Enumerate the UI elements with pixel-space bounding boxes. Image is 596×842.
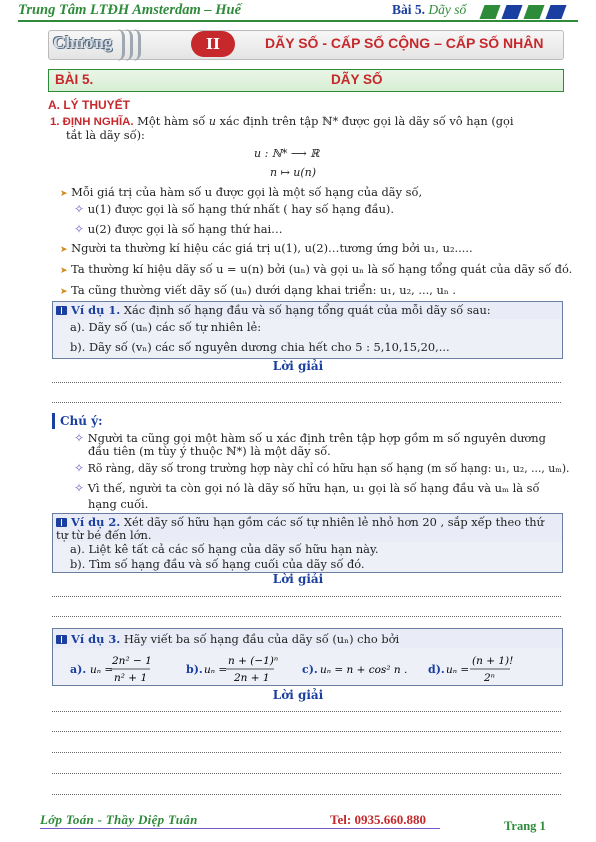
chapter-arc-2 — [125, 29, 133, 61]
answer-line — [52, 773, 561, 774]
diamond-icon: ✧ — [74, 202, 85, 216]
note-line-1 — [74, 431, 546, 445]
chapter-word: Chương — [53, 33, 113, 52]
bullet-3-text: Ta thường kí hiệu dãy số u = u(n) bởi (uₙ) và gọi uₙ là số hạng tổng quát của dãy số đó. — [71, 262, 573, 276]
theory-heading: A. LÝ THUYẾT — [48, 98, 131, 112]
footer-divider — [40, 828, 440, 829]
answer-line — [52, 752, 561, 753]
solution-label-1: Lời giải — [272, 359, 324, 373]
definition-text-4: tắt là dãy số): — [66, 128, 145, 142]
diamond-icon: ✧ — [74, 461, 85, 475]
formula-a-label: a). — [70, 663, 87, 676]
answer-line — [52, 731, 561, 732]
footer-tel: Tel: 0935.660.880 — [330, 812, 426, 827]
formula-a-num: 2n² − 1 — [112, 655, 152, 667]
book-icon — [56, 635, 67, 644]
example-3-title — [56, 632, 399, 646]
answer-line — [52, 596, 561, 597]
diamond-icon: ✧ — [74, 222, 85, 236]
map-line-1: u : ℕ* ⟶ ℝ — [254, 147, 320, 160]
example-1-title — [56, 303, 491, 317]
formula-d-lhs: uₙ = — [446, 664, 470, 676]
note-marker — [52, 413, 55, 429]
definition-text-3: được gọi là dãy số vô hạn (gọi — [341, 114, 514, 128]
formula-b-lhs: uₙ = — [204, 664, 228, 676]
map-line-2: n ↦ u(n) — [270, 166, 317, 179]
definition-line — [50, 114, 514, 129]
example-2-text: Xét dãy số hữu hạn gồm các số tự nhiên lẻ nhỏ hơn 20 , sắp xếp theo thứ — [123, 515, 544, 529]
formula-c-expr: uₙ = n + cos² n . — [320, 664, 408, 676]
answer-line — [52, 711, 561, 712]
note-line-1-text: Người ta cũng gọi một hàm số u xác định trên tập hợp gồm m số nguyên dương — [87, 431, 546, 445]
diamond-icon: ✧ — [74, 431, 85, 445]
page-header — [0, 0, 596, 22]
lesson-title: DÃY SỐ — [331, 72, 383, 87]
bullet-arrow-icon: ➤ — [60, 287, 68, 297]
example-1-label: Ví dụ 1. — [71, 303, 121, 317]
header-tab-3 — [523, 5, 544, 19]
theory-bullet-1 — [60, 185, 422, 201]
footer-teacher: Lớp Toán - Thầy Diệp Tuân — [40, 812, 198, 827]
example-1-b: b). Dãy số (vₙ) các số nguyên dương chia hết cho 5 : 5,10,15,20,... — [70, 340, 450, 354]
solution-label-3: Lời giải — [272, 688, 324, 702]
formula-d-label: d). — [428, 663, 445, 676]
definition-text-1: Một hàm số — [137, 114, 206, 128]
formula-b-num: n + (−1)ⁿ — [228, 655, 279, 667]
example-3-text: Hãy viết ba số hạng đầu của dãy số (uₙ) cho bởi — [123, 632, 400, 646]
note-line-1b: đầu tiên (m tùy ý thuộc ℕ*) là một dãy số. — [88, 444, 331, 458]
example-2-text-b: tự từ bé đến lớn. — [56, 528, 152, 542]
example-2-label: Ví dụ 2. — [71, 515, 121, 529]
bullet-4-text: Ta cũng thường viết dãy số (uₙ) dưới dạng khai triển: u₁, u₂, ..., uₙ . — [71, 283, 456, 297]
bullet-arrow-icon: ➤ — [60, 189, 68, 199]
chapter-arc-1 — [117, 29, 125, 61]
formula-d-den: 2ⁿ — [484, 672, 495, 684]
chapter-number: II — [191, 31, 235, 57]
definition-label: 1. ĐỊNH NGHĨA. — [50, 116, 134, 128]
sub-2-text: u(2) được gọi là số hạng thứ hai… — [87, 222, 283, 236]
lesson-tag-sub: Dãy số — [428, 2, 467, 17]
note-label: Chú ý: — [60, 414, 103, 428]
theory-bullet-2 — [60, 241, 473, 257]
center-name: Trung Tâm LTĐH Amsterdam – Huế — [18, 2, 242, 18]
theory-bullet-3 — [60, 262, 572, 278]
example-1-a: a). Dãy số (uₙ) các số tự nhiên lẻ: — [70, 320, 262, 334]
chapter-banner — [48, 30, 564, 60]
formula-a-den: n² + 1 — [114, 672, 148, 684]
page-number: Trang 1 — [504, 819, 546, 833]
bullet-1-text: Mỗi giá trị của hàm số u được gọi là một số hạng của dãy số, — [71, 185, 423, 199]
answer-line — [52, 382, 561, 383]
bullet-2-text: Người ta thường kí hiệu các giá trị u(1), u(2)…tương ứng bởi u₁, u₂..... — [71, 241, 473, 255]
chapter-title: DÃY SỐ - CẤP SỐ CỘNG – CẤP SỐ NHÂN — [265, 35, 544, 51]
example-3-label: Ví dụ 3. — [71, 632, 121, 646]
definition-text-2: xác định trên tập — [219, 114, 319, 128]
theory-bullet-4 — [60, 283, 456, 299]
note-line-3 — [74, 481, 540, 495]
formula-d-num: (n + 1)! — [472, 655, 514, 667]
header-tab-1 — [479, 5, 500, 19]
theory-sub-1 — [74, 202, 394, 216]
formula-b-label: b). — [186, 663, 203, 676]
solution-label-2: Lời giải — [272, 572, 324, 586]
book-icon — [56, 518, 67, 527]
note-line-2 — [74, 461, 569, 476]
formula-c-label: c). — [302, 663, 318, 676]
formula-b-den: 2n + 1 — [234, 672, 270, 684]
note-line-2-text: Rõ ràng, dãy số trong trường hợp này chỉ có hữu hạn số hạng (m số hạng: u₁, u₂, ..., uₘ). — [87, 462, 570, 475]
header-tab-4 — [545, 5, 566, 19]
header-tab-2 — [501, 5, 522, 19]
diamond-icon: ✧ — [74, 481, 85, 495]
header-divider — [18, 20, 578, 22]
bullet-arrow-icon: ➤ — [60, 266, 68, 276]
lesson-bar — [48, 69, 564, 92]
chapter-arc-3 — [133, 29, 141, 61]
sub-1-text: u(1) được gọi là số hạng thứ nhất ( hay số hạng đầu). — [87, 202, 394, 216]
example-2-b: b). Tìm số hạng đầu và số hạng cuối của dãy số đó. — [70, 557, 365, 571]
lesson-tag — [392, 2, 466, 18]
note-line-3b: hạng cuối. — [88, 497, 149, 511]
definition-var: u — [208, 115, 216, 128]
example-1-text: Xác định số hạng đầu và số hạng tổng quát của mỗi dãy số sau: — [123, 303, 491, 317]
lesson-tag-main: Bài 5. — [392, 2, 426, 17]
theory-sub-2 — [74, 222, 283, 236]
bullet-arrow-icon: ➤ — [60, 245, 68, 255]
answer-line — [52, 402, 561, 403]
formula-a-lhs: uₙ = — [90, 664, 114, 676]
answer-line — [52, 616, 561, 617]
example-2-a: a). Liệt kê tất cả các số hạng của dãy số hữu hạn này. — [70, 542, 379, 556]
definition-set: ℕ* — [322, 114, 339, 128]
note-line-3-text: Vì thế, người ta còn gọi nó là dãy số hữu hạn, u₁ gọi là số hạng đầu và uₘ là số — [87, 481, 540, 495]
example-2-title — [56, 515, 544, 529]
book-icon — [56, 306, 67, 315]
lesson-label: BÀI 5. — [55, 72, 94, 87]
answer-line — [52, 794, 561, 795]
